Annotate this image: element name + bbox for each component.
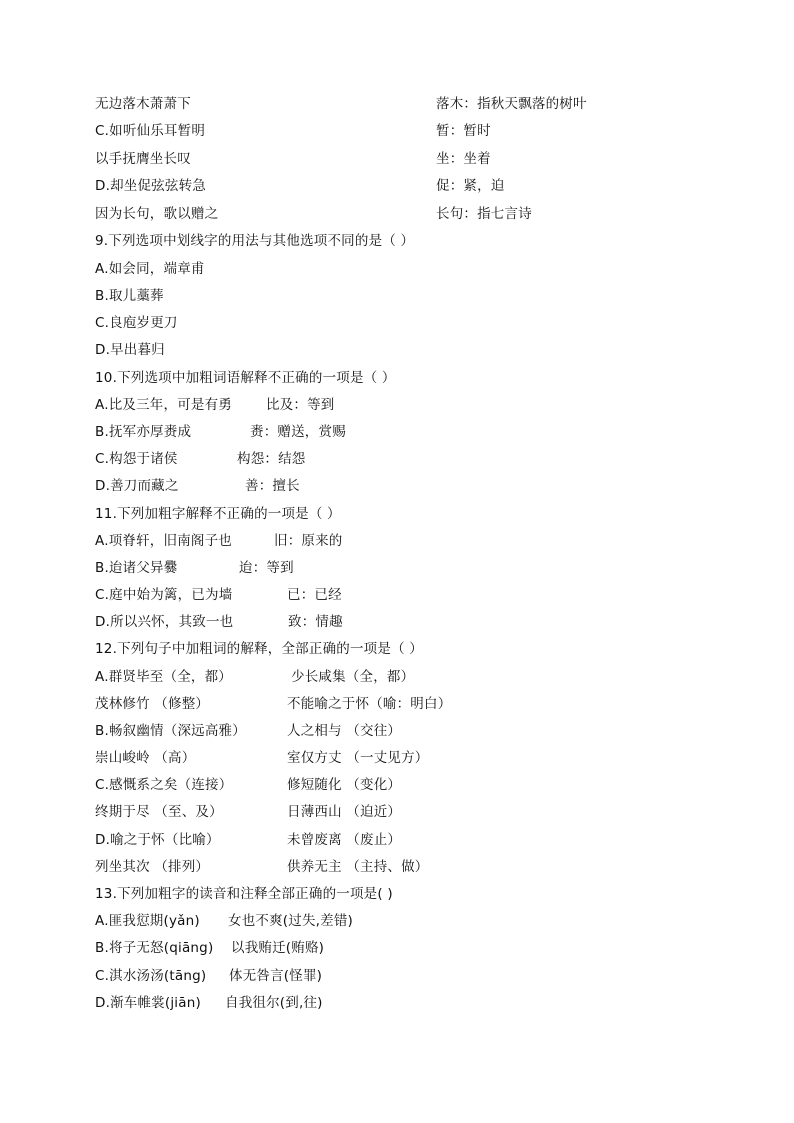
question-10-option-b: B.抚军亦厚赉成 [95,424,192,440]
question-12-left-item: 茂林修竹 （修整） [95,696,210,712]
question-10-stem: 10.下列选项中加粗词语解释不正确的一项是（ ） [95,370,396,386]
question-9-option-a: A.如会同，端章甫 [95,261,205,277]
question-12-left-item: 崇山峻岭 （高） [95,750,196,766]
question-10-option-b-gloss: 赉：赠送，赏赐 [250,424,346,440]
question-10-option-a-gloss: 比及：等到 [266,397,335,413]
line-right: 促：紧，迫 [436,178,505,194]
question-11-option-a: A.项脊轩，旧南阁子也 [95,533,232,549]
question-12-right-item: 少长咸集（全，都） [291,669,415,685]
line-left: 无边落木萧萧下 [95,96,191,112]
question-10-option-d: D.善刀而藏之 [95,478,179,494]
question-9-option-c: C.良庖岁更刀 [95,315,178,331]
question-13-option-a-gloss: 女也不爽(过失,差错) [228,913,354,929]
question-12-right-item: 未曾废离 （废止） [287,832,402,848]
question-13-stem: 13.下列加粗字的读音和注释全部正确的一项是( ) [95,886,393,902]
question-13-option-d: D.渐车帷裳(jiān) [95,995,201,1011]
question-13-option-b-gloss: 以我贿迁(贿赂) [231,940,325,956]
question-13-option-c: C.淇水汤汤(tāng) [95,968,207,984]
question-12-right-item: 供养无主 （主持、做） [287,859,429,875]
question-11-option-b-gloss: 迨：等到 [239,560,294,576]
question-9-option-b: B.取儿藁葬 [95,288,164,304]
question-11-option-d: D.所以兴怀，其致一也 [95,614,234,630]
question-12-left-item: D.喻之于怀（比喻） [95,832,220,848]
question-13-option-c-gloss: 体无咎言(怪罪) [229,968,323,984]
line-left: D.却坐促弦弦转急 [95,178,206,194]
question-10-option-d-gloss: 善：擅长 [245,478,300,494]
question-12-right-item: 不能喻之于怀（喻：明白） [287,696,452,712]
question-12-left-item: 列坐其次 （排列） [95,859,210,875]
question-9-option-d: D.早出暮归 [95,342,165,358]
question-10-option-a: A.比及三年，可是有勇 [95,397,232,413]
question-12-right-item: 室仅方丈 （一丈见方） [287,750,429,766]
question-11-option-d-gloss: 致：情趣 [288,614,343,630]
question-11-option-a-gloss: 旧：原来的 [274,533,343,549]
line-right: 落木：指秋天飘落的树叶 [436,96,587,112]
question-12-right-item: 人之相与 （交往） [287,723,402,739]
question-13-option-a: A.匪我愆期(yǎn) [95,913,200,929]
question-12-left-item: A.群贤毕至（全，都） [95,669,232,685]
question-12-right-item: 日薄西山 （迫近） [287,804,402,820]
line-right: 长句：指七言诗 [436,206,532,222]
line-right: 坐：坐着 [436,151,491,167]
question-13-option-d-gloss: 自我徂尔(到,往) [225,995,323,1011]
question-11-stem: 11.下列加粗字解释不正确的一项是（ ） [95,506,341,522]
question-12-right-item: 修短随化 （变化） [287,777,402,793]
question-11-option-b: B.迨诸父异爨 [95,560,178,576]
question-12-stem: 12.下列句子中加粗词的解释，全部正确的一项是（ ） [95,641,423,657]
question-12-left-item: B.畅叙幽情（深远高雅） [95,723,246,739]
question-12-left-item: 终期于尽 （至、及） [95,804,223,820]
line-left: 以手抚膺坐长叹 [95,151,191,167]
question-11-option-c-gloss: 已：已经 [287,587,342,603]
line-right: 暂：暂时 [436,123,491,139]
line-left: C.如听仙乐耳暂明 [95,123,206,139]
question-11-option-c: C.庭中始为篱，已为墙 [95,587,233,603]
question-13-option-b: B.将子无怒(qiāng) [95,940,214,956]
line-left: 因为长句，歌以赠之 [95,206,219,222]
question-10-option-c: C.构怨于诸侯 [95,451,178,467]
question-9-stem: 9.下列选项中划线字的用法与其他选项不同的是（ ） [95,233,415,249]
question-12-left-item: C.感慨系之矣（连接） [95,777,233,793]
question-10-option-c-gloss: 构怨：结怨 [237,451,306,467]
